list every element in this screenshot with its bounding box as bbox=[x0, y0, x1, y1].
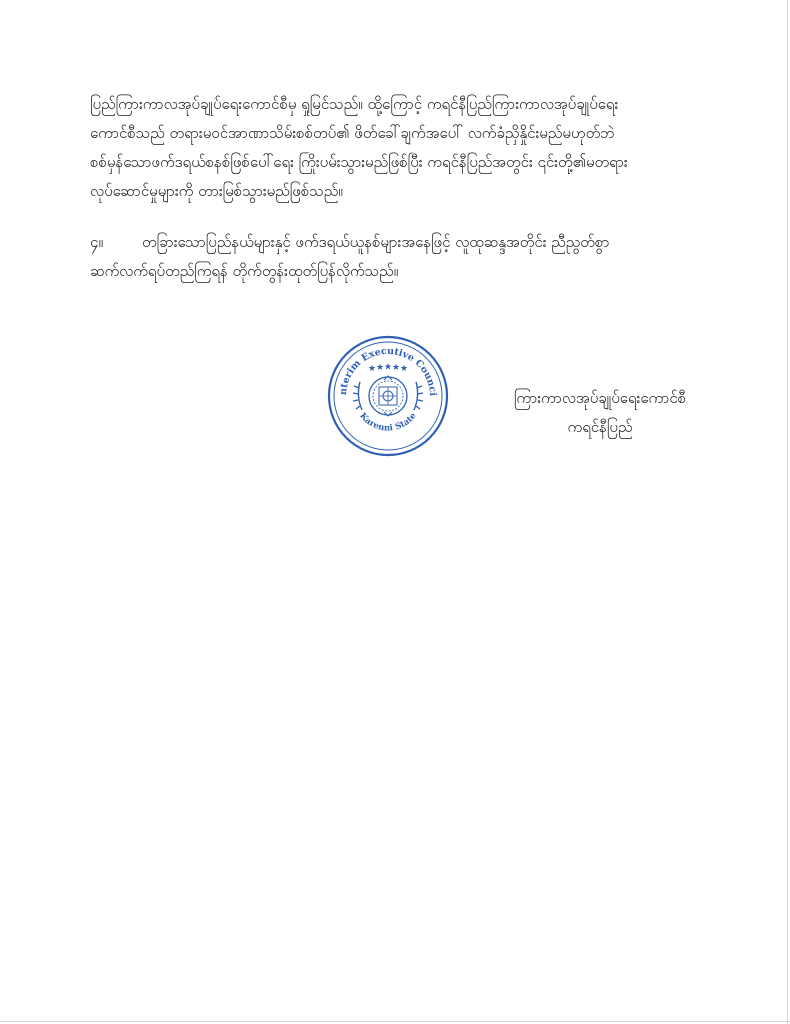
star-icon: ★ bbox=[375, 363, 385, 373]
page-edge-right bbox=[787, 0, 788, 1024]
signature-organization: ကြားကာလအုပ်ချုပ်ရေးကောင်စီ bbox=[513, 389, 687, 407]
council-seal bbox=[326, 334, 450, 458]
paragraph-line: လုပ်ဆောင်မှုများကို တားမြစ်သွားမည်ဖြစ်သည်။ bbox=[90, 182, 343, 200]
star-icon: ★ bbox=[383, 362, 393, 373]
paragraph-4 bbox=[90, 228, 702, 286]
star-icon: ★ bbox=[391, 363, 401, 373]
signature-state: ကရင်နီပြည် bbox=[567, 418, 633, 436]
paragraph-line bbox=[90, 228, 702, 257]
paragraph-line-text: တခြားသောပြည်နယ်များနှင့် ဖက်ဒရယ်ယူနစ်များအနေဖြင့် လူထုဆန္ဒအတိုင်း ညီညွတ်စွာ bbox=[142, 233, 610, 251]
paragraph-line: ကောင်စီသည် တရားမဝင်အာဏာသိမ်းစစ်တပ်၏ ဖိတ်ခေါ်ချက်အပေါ် လက်ခံညှိနှိုင်းမည်မဟုတ်ဘဲ bbox=[90, 124, 615, 142]
paragraph-line: စစ်မှန်သောဖက်ဒရယ်စနစ်ဖြစ်ပေါ်ရေး ကြိုးပမ်းသွားမည်ဖြစ်ပြီး ကရင်နီပြည်အတွင်း ၎င်းတို့၏မတရား bbox=[90, 153, 628, 171]
seal-bottom-text: Karenni State bbox=[357, 411, 419, 434]
star-icon: ★ bbox=[399, 364, 409, 374]
page-edge-bottom bbox=[0, 1021, 790, 1022]
seal-stars bbox=[368, 363, 408, 375]
seal-graphic bbox=[326, 334, 450, 458]
paragraph-line: ဆက်လက်ရပ်တည်ကြရန် တိုက်တွန်းထုတ်ပြန်လိုက်သည်။ bbox=[90, 262, 399, 280]
signature-block bbox=[480, 384, 720, 442]
paragraph-continuation bbox=[90, 90, 702, 206]
star-icon: ★ bbox=[367, 364, 377, 374]
paragraph-number: ၄။ bbox=[90, 233, 103, 251]
seal-top-text: nterim Executive Counci bbox=[337, 345, 439, 397]
paragraph-line: ပြည်ကြားကာလအုပ်ချုပ်ရေးကောင်စီမှ ရှုမြင်သည်။ ထို့ကြောင့် ကရင်နီပြည်ကြားကာလအုပ်ချုပ်ရေး bbox=[90, 95, 619, 113]
